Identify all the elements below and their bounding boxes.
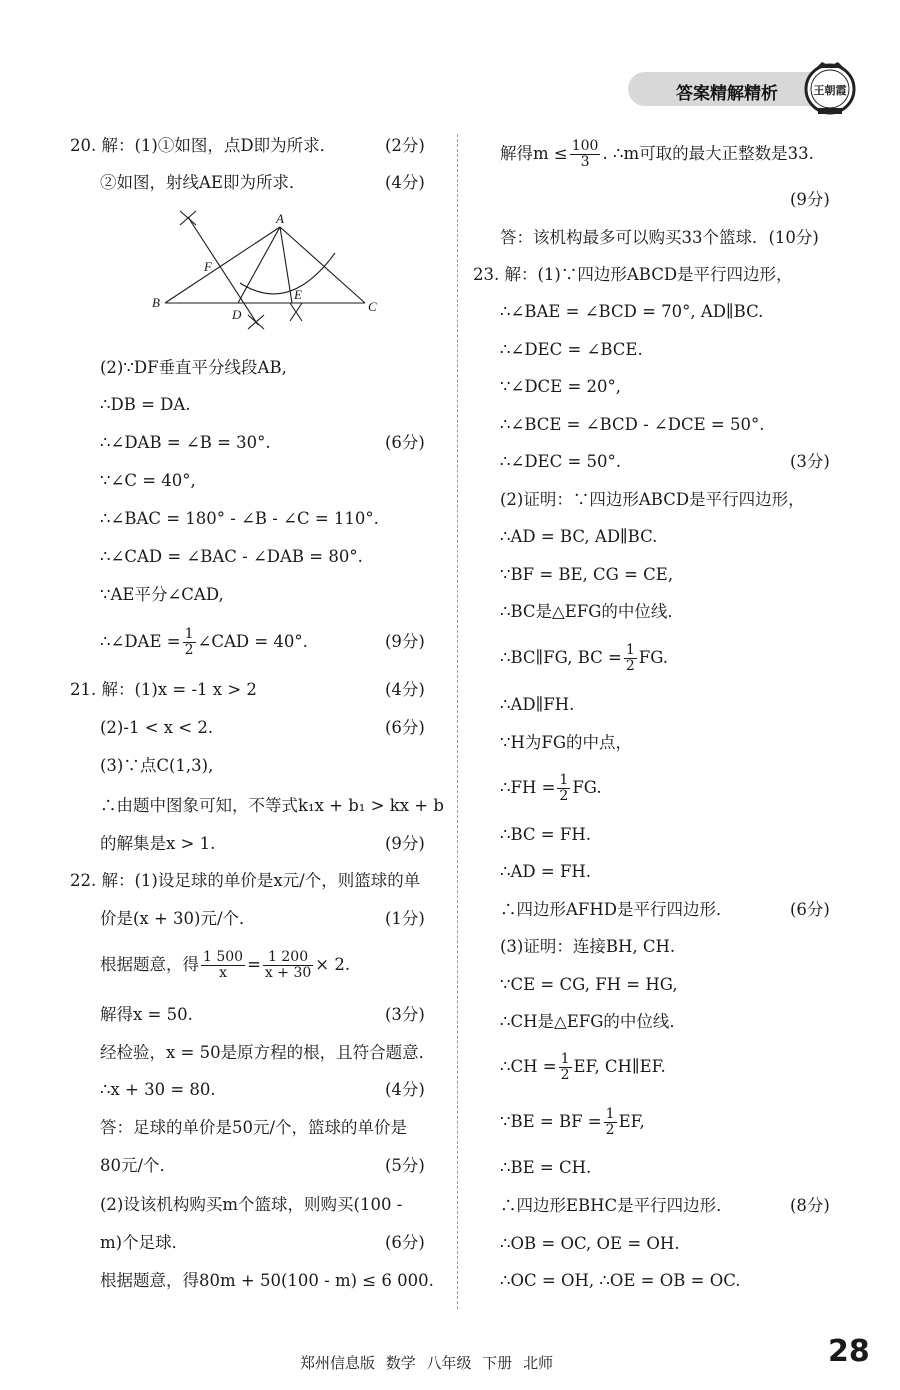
step: (2)设该机构购买m个篮球，则购买(100 - [100,1195,403,1214]
step: 根据题意，得80m + 50(100 - m) ≤ 6 000. [100,1271,434,1290]
step: ∴∠DEC = 50°. [500,452,622,471]
q23-part1: 23. 解：(1)∵四边形ABCD是平行四边形， [473,265,793,284]
step: ∴四边形AFHD是平行四边形． [500,900,733,919]
step: ∴OB = OC, OE = OH. [500,1234,680,1253]
step: (2)∵DF垂直平分线段AB, [100,358,287,377]
score: (6分) [385,718,425,737]
label-F: F [204,259,212,274]
step-with-fraction: ∴CH = $\frac{1}{2}$ EF, CH∥EF. [500,1051,666,1083]
label-E: E [294,287,302,302]
step-with-fraction: 解得m ≤ $\frac{100}{3}$ . ∴m可取的最大正整数是33. [500,138,814,170]
step: ∴AD = BC, AD∥BC. [500,527,658,546]
score: (8分) [790,1196,830,1215]
score: (4分) [385,173,425,192]
step: ∴BC是△EFG的中位线． [500,602,684,621]
step-with-fraction: ∴BC∥FG, BC = $\frac{1}{2}$ FG. [500,642,669,674]
step: ∴AD = FH. [500,862,592,881]
step: ∵AE平分∠CAD, [100,585,224,604]
q21-part1: 21. 解：(1)x = -1 x > 2 [70,680,257,699]
score: (9分) [790,190,830,209]
score: (6分) [385,433,425,452]
step: ∵∠DCE = 20°, [500,377,622,396]
step-with-fraction: ∵BE = BF = $\frac{1}{2}$ EF, [500,1106,645,1138]
score: (2分) [385,136,425,155]
q21-part3: (3)∵点C(1,3), [100,756,214,775]
score: (9分) [385,632,425,651]
geometry-figure [140,205,400,339]
score: (3分) [385,1005,425,1024]
step: ∵CE = CG, FH = HG, [500,975,678,994]
step: ∵BF = BE, CG = CE, [500,565,674,584]
publisher-logo [800,58,860,116]
page-number: 28 [828,1334,870,1369]
svg-text:王朝霞: 王朝霞 [813,84,847,97]
q22-part1: 22. 解：(1)设足球的单价是x元/个，则篮球的单 [70,871,421,890]
step: 经检验，x = 50是原方程的根，且符合题意． [100,1043,436,1062]
q23-part3: (3)证明：连接BH, CH. [500,937,676,956]
label-D: D [232,307,242,322]
header-title: 答案精解精析 [676,84,778,104]
step: ∴BC = FH. [500,825,591,844]
step: ∴由题中图象可知，不等式k₁x + b₁ > kx + b [100,796,444,815]
q23-part2: (2)证明：∵四边形ABCD是平行四边形， [500,490,805,509]
q20-part1: 20. 解：(1)①如图，点D即为所求． [70,136,337,155]
step: ∴CH是△EFG的中位线． [500,1012,686,1031]
step: ∴∠BAC = 180° - ∠B - ∠C = 110°. [100,509,379,528]
score: (6分) [790,900,830,919]
step: 解得x = 50. [100,1005,193,1024]
step: 答：足球的单价是50元/个，篮球的单价是 [100,1118,408,1137]
step: ∵∠C = 40°, [100,471,196,490]
step: ∴∠CAD = ∠BAC - ∠DAB = 80°. [100,547,363,566]
step: 价是(x + 30)元/个． [100,909,256,928]
step: ∴DB = DA. [100,395,191,414]
answer: 答：该机构最多可以购买33个篮球．(10分) [500,228,819,247]
step: ∴x + 30 = 80. [100,1080,216,1099]
q20-part2: ②如图，射线AE即为所求． [100,173,306,192]
footer-info: 郑州信息版 数学 八年级 下册 北师 [300,1354,554,1372]
step: 80元/个． [100,1156,177,1175]
step-with-fraction: ∴FH = $\frac{1}{2}$ FG. [500,772,602,804]
score: (4分) [385,680,425,699]
step: 的解集是x > 1. [100,834,216,853]
step: ∴BE = CH. [500,1158,592,1177]
q21-part2: (2)-1 < x < 2. [100,718,214,737]
equation-line: 根据题意，得 $\frac{1 500}{x}$ = $\frac{1 200}{x + 30}$ × 2. [100,949,351,981]
step: ∴AD∥FH. [500,695,575,714]
step: ∴∠DAB = ∠B = 30°. [100,433,271,452]
label-C: C [368,299,377,314]
column-divider [457,134,458,1309]
score: (4分) [385,1080,425,1099]
label-A: A [276,211,284,226]
label-B: B [152,295,160,310]
score: (3分) [790,452,830,471]
step: ∴∠DEC = ∠BCE. [500,340,643,359]
step: ∴OC = OH, ∴OE = OB = OC. [500,1271,741,1290]
score: (1分) [385,909,425,928]
step: ∴四边形EBHC是平行四边形． [500,1196,733,1215]
step: ∵H为FG的中点， [500,733,633,752]
step-with-fraction: ∴∠DAE = $\frac{1}{2}$ ∠CAD = 40°. [100,626,308,658]
step: ∴∠BCE = ∠BCD - ∠DCE = 50°. [500,415,765,434]
step: m)个足球． [100,1233,189,1252]
score: (5分) [385,1156,425,1175]
score: (9分) [385,834,425,853]
score: (6分) [385,1233,425,1252]
step: ∴∠BAE = ∠BCD = 70°, AD∥BC. [500,302,764,321]
